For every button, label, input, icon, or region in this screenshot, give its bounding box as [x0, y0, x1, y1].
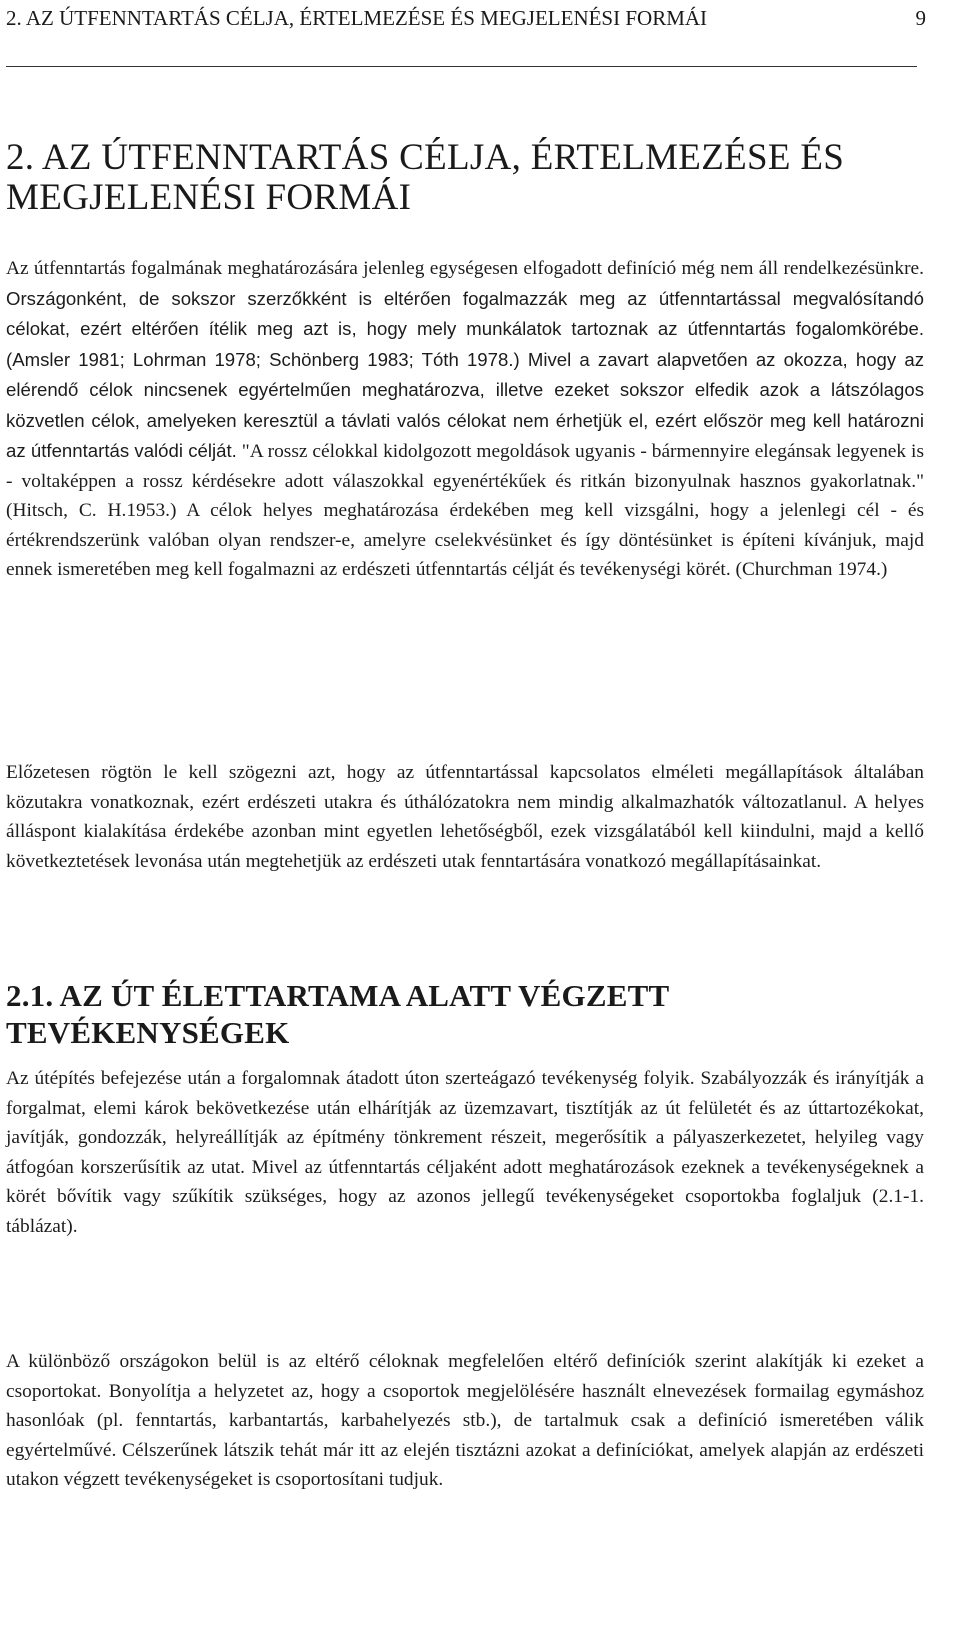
running-header-title: 2. AZ ÚTFENNTARTÁS CÉLJA, ÉRTELMEZÉSE ÉS MEGJELENÉSI FORMÁI [6, 6, 708, 30]
chapter-title: 2. AZ ÚTFENNTARTÁS CÉLJA, ÉRTELMEZÉSE ÉS MEGJELENÉSI FORMÁI [6, 137, 845, 218]
paragraph-1-serif-part-b: "A rossz célokkal kidolgozott megoldások ugyanis - bármennyire elegánsak legyenek is - voltaképpen a rossz kérdésekre adott válaszokkal egyenértékűek és ritkán bizonyulnak hasznos gyakorlatnak." (Hitsch, C. H.1953.) A célok helyes meghatározása érdekében meg kell vizsgálni, hogy a jelenlegi cél - és értékrendszerünk valóban olyan rendszer-e, amelyre cselekvésünket és így döntésünket is építeni kívánjuk, majd ennek ismeretében meg kell fogalmazni az erdészeti útfenntartás célját és tevékenységi körét. (Churchman 1974.) [6, 441, 924, 581]
running-header [6, 4, 936, 33]
paragraph-1-serif-part-a: Az útfenntartás fogalmának meghatározására jelenleg egységesen elfogadott definíció még nem áll rendelkezésünkre. [6, 258, 924, 279]
header-divider [6, 66, 917, 67]
paragraph-1-sans-part: Országonként, de sokszor szerzőkként is eltérően fogalmazzák meg az útfenntartással megvalósítandó célokat, ezért eltérően ítélik meg azt is, hogy mely munkálatok tartoznak az útfenntartás fogalomkörébe. (Amsler 1981; Lohrman 1978; Schönberg 1983; Tóth 1978.) Mivel a zavart alapvetően az okozza, hogy az elérendő célok nincsenek egyértelműen meghatározva, illetve ezeket sokszor elfedik azok a látszólagos közvetlen célok, amelyeken keresztül a távlati valós célokat nem érhetjük el, ezért először meg kell határozni az útfenntartás valódi célját. [6, 287, 924, 462]
page-number: 9 [915, 6, 926, 30]
body-paragraph-3: Az útépítés befejezése után a forgalomnak átadott úton szerteágazó tevékenység folyik. Szabályozzák és irányítják a forgalmat, elemi károk bekövetkezése után elhárítják az üzemzavart, tisztítják az út felületét és az úttartozékokat, javítják, gondozzák, helyreállítják az építmény tönkrement részeit, megerősítik a pályaszerkezetet, helyileg vagy átfogóan korszerűsítik az utat. Mivel az útfenntartás céljaként adott meghatározások ezeknek a tevékenységeknek a körét bővítik vagy szűkítik szükséges, hogy az azonos jellegű tevékenységeket csoportokba foglaljuk (2.1-1. táblázat). [6, 1068, 924, 1237]
body-paragraph-4: A különböző országokon belül is az eltérő céloknak megfelelően eltérő definíciók szerint alakítják ki ezeket a csoportokat. Bonyolítja a helyzetet az, hogy a csoportok megjelölésére használt elnevezések formailag egymáshoz hasonlóak (pl. fenntartás, karbantartás, karbahelyezés stb.), de tartalmuk csak a definíció ismeretében válik egyértelművé. Célszerűnek látszik tehát már itt az elején tisztázni azokat a definíciókat, amelyek alapján az erdészeti utakon végzett tevékenységeket is csoportosítani tudjuk. [6, 1351, 924, 1491]
body-paragraph-2: Előzetesen rögtön le kell szögezni azt, hogy az útfenntartással kapcsolatos elméleti megállapítások általában közutakra vonatkoznak, ezért erdészeti utakra és úthálózatokra nem mindig alkalmazhatók változatlanul. A helyes álláspont kialakítása érdekébe azonban mint egyetlen lehetőségből, ezek vizsgálatából kell kiindulni, majd a kellő következtetések levonása után megtehetjük az erdészeti utak fenntartására vonatkozó megállapításainkat. [6, 762, 924, 872]
body-paragraph-1 [6, 253, 924, 585]
section-title: 2.1. AZ ÚT ÉLETTARTAMA ALATT VÉGZETT TEVÉKENYSÉGEK [6, 978, 669, 1050]
